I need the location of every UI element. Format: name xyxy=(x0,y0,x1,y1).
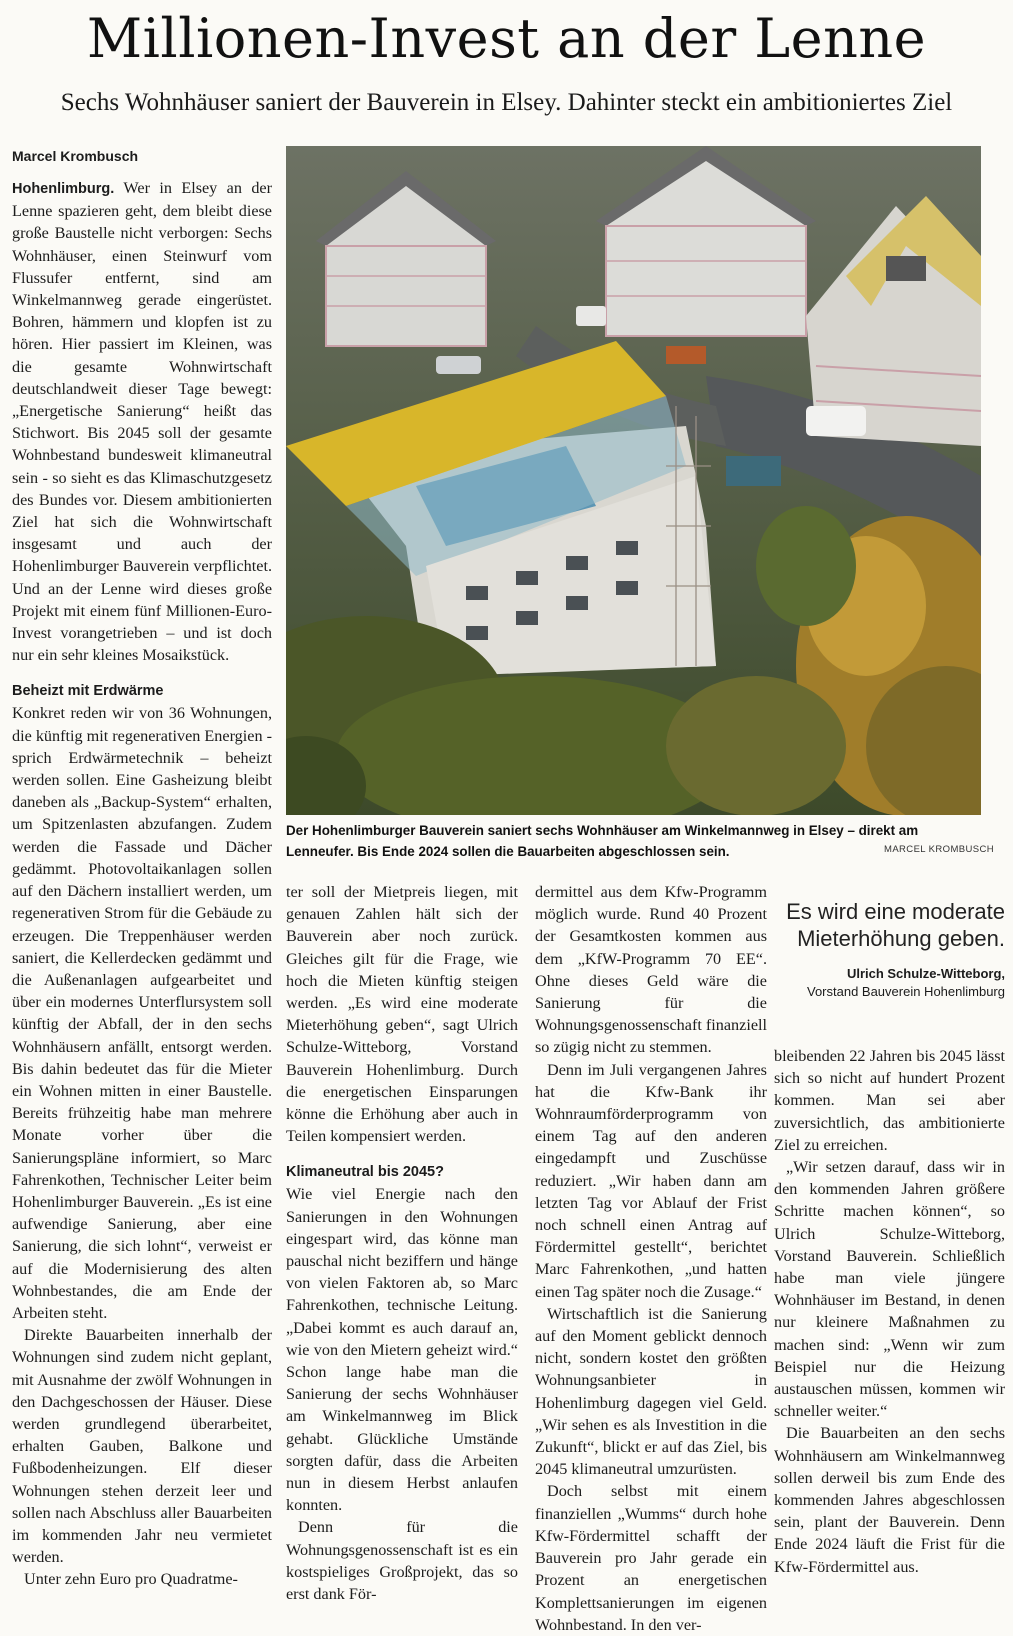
lead-text: Wer in Elsey an der Lenne spazieren geht, dem bleibt diese große Baustelle nicht verborgen: Sechs Wohnhäuser, einen Steinwurf vom Flussufer entfernt, sind am Winkelmannweg gerade eingerüstet. Bohren, hämmern und klopfen ist zu hören. Hier passiert im Kleinen, was die gesamte Wohnwirtschaft deutschlandweit dieser Tage bewegt: „Energetische Sanierung“ heißt das Stichwort. Bis 2045 soll der gesamte Wohnbestand bundesweit klimaneutral sein - so sieht es das Klimaschutzgesetz des Bundes vor. Diesem ambitionierten Ziel hat sich die Wohnwirtschaft insgesamt und auch der Hohenlimburger Bauverein verpflichtet. Und an der Lenne wird dieses große Projekt mit einem fünf Millionen-Euro-Invest vorangetrieben – und ist doch nur ein sehr kleines Mosaikstück. xyxy=(12,179,272,665)
paragraph: „Wir setzen darauf, dass wir in den kommenden Jahren größere Schritte machen können“, so Ulrich Schulze-Witteborg, Vorstand Bauverein. Schließlich habe man viele jüngere Wohnhäuser im Bestand, in denen nur kleinere Maßnahmen zu machen sind: „Wenn wir zum Beispiel nur die Heizung austauschen müssen, kommen wir schneller weiter.“ xyxy=(774,1158,1005,1421)
paragraph: bleibenden 22 Jahren bis 2045 lässt sich so nicht auf hundert Prozent kommen. Man sei aber zuversichtlich, das ambitionierte Ziel zu erreichen. xyxy=(774,1047,1005,1154)
car xyxy=(436,356,481,374)
white-van xyxy=(806,406,866,436)
paragraph: Wirtschaftlich ist die Sanierung auf den Moment geblickt dennoch nicht, sondern kostet den größten Wohnungsanbieter in Hohenlimburg dagegen viel Geld. „Wir sehen es als Investition in die Zukunft“, blickt er auf das Ziel, bis 2045 klimaneutral umzurüsten. xyxy=(535,1304,767,1479)
photo-credit: MARCEL KROMBUSCH xyxy=(884,844,995,855)
paragraph: Unter zehn Euro pro Quadratme- xyxy=(24,1570,238,1589)
van xyxy=(576,306,606,326)
article-photo xyxy=(286,146,981,815)
author-byline: Marcel Krombusch xyxy=(12,148,139,164)
paragraph: Doch selbst mit einem finanziellen „Wumms“ durch hohe Kfw-Fördermittel schafft der Bauverein pro Jahr gerade ein Prozent an energetischen Komplettsanierungen im eigenen Wohnbestand. In den ver- xyxy=(535,1482,767,1634)
subheadline: Sechs Wohnhäuser saniert der Bauverein in Elsey. Dahinter steckt ein ambitioniertes Ziel xyxy=(60,89,953,116)
dateline: Hohenlimburg. xyxy=(12,181,115,197)
skip-container-blue xyxy=(726,456,781,486)
pull-quote xyxy=(774,898,1005,1001)
article-column-1 xyxy=(12,146,272,1591)
paragraph: dermittel aus dem Kfw-Programm möglich wurde. Rund 40 Prozent der Gesamtkosten kommen aus dem „KfW-Programm 70 EE“. Ohne dieses Geld wäre die Sanierung für die Wohnungsgenossenschaft finanziell so zügig nicht zu stemmen. xyxy=(535,883,768,1057)
paragraph: Konkret reden wir von 36 Wohnungen, die künftig mit regenerativen Energien - sprich Erdwärmetechnik – beheizt werden sollen. Eine Gasheizung bleibt daneben als „Backup-System“ erhalten, um Spitzenlasten abzufangen. Zudem werden die Fassade und Dächer gedämmt. Photovoltaikanlagen sollen auf den Dächern installiert werden, um regenerativen Strom für die Gebäude zu erzeugen. Die Treppenhäuser werden saniert, die Kellerdecken gedämmt und die Außenanlagen aufgearbeitet und über ein modernes Unterflursystem soll künftig der Abfall, der in den sechs Wohnhäusern anfällt, entsorgt werden. Bis dahin bedeutet das für die Mieter ein Wohnen mitten in einer Baustelle. Bereits frühzeitig habe man mehrere Monate vorher über die Sanierungspläne informiert, so Marc Fahrenkothen, Technischer Leiter beim Hohenlimburger Bauverein. „Es ist eine aufwendige Sanierung, aber eine Sanierung, die sich lohnt“, verweist er auf die Modernisierung des alten Wohnbestandes, die am Ende der Arbeiten steht. xyxy=(12,704,272,1322)
aerial-construction-photo xyxy=(286,146,981,815)
article-column-3 xyxy=(535,881,767,1636)
paragraph: Denn im Juli vergangenen Jahres hat die Kfw-Bank ihr Wohnraumförderprogramm von einem Tag auf den anderen eingedampft und Zuschüsse reduziert. „Wir haben dann am letzten Tag vor Ablauf der Frist noch schnell einen Antrag auf Fördermittel gestellt“, berichtet Marc Fahrenkothen, „und hatten einen Tag später noch die Zusage.“ xyxy=(535,1060,767,1301)
subhead-klimaneutral: Klimaneutral bis 2045? xyxy=(286,1164,444,1181)
article-column-2 xyxy=(286,881,518,1605)
paragraph: Die Bauarbeiten an den sechs Wohnhäusern am Winkelmannweg sollen derweil bis zum Ende des kommenden Jahres abgeschlossen sein, plant der Bauverein. Denn Ende 2024 läuft die Frist für die Kfw-Fördermittel aus. xyxy=(774,1424,1005,1576)
quote-text: Es wird eine moderate Mieterhöhung geben. xyxy=(786,899,1005,951)
quote-author: Ulrich Schulze-Witteborg, xyxy=(846,966,1005,981)
skip-container xyxy=(666,346,706,364)
paragraph: Denn für die Wohnungsgenossenschaft ist es ein kostspieliges Großprojekt, das so erst dank För- xyxy=(286,1518,518,1604)
article-column-4 xyxy=(774,1045,1005,1578)
paragraph: ter soll der Mietpreis liegen, mit genauen Zahlen hält sich der Bauverein aber noch zurück. Gleiches gilt für die Frage, wie hoch die Mieten künftig steigen werden. „Es wird eine moderate Mieterhöhung geben“, sagt Ulrich Schulze-Witteborg, Vorstand Bauverein Hohenlimburg. Durch die energetischen Einsparungen könne die Erhöhung aber auch in Teilen kompensiert werden. xyxy=(286,883,518,1146)
paragraph: Direkte Bauarbeiten innerhalb der Wohnungen sind zudem nicht geplant, mit Ausnahme der zwölf Wohnungen in den Dachgeschossen der Häuser. Diese werden grundlegend überarbeitet, erhalten Gauben, Balkone und Fußbodenheizungen. Elf dieser Wohnungen stehen derzeit leer und sollen nach Abschluss aller Bauarbeiten im kommenden Jahr neu vermietet werden. xyxy=(12,1326,272,1567)
headline: Millionen-Invest an der Lenne xyxy=(86,7,927,70)
quote-role: Vorstand Bauverein Hohenlimburg xyxy=(806,984,1005,999)
lead-paragraph xyxy=(12,177,272,666)
subhead-erdwaerme: Beheizt mit Erdwärme xyxy=(12,683,164,700)
paragraph: Wie viel Energie nach den Sanierungen in den Wohnungen eingespart wird, das könne man pauschal nicht beziffern und hänge von vielen Faktoren ab, so Marc Fahrenkothen, technische Leitung. „Dabei kommt es auch darauf an, wie von den Mietern geheizt wird.“ Schon lange habe man die Sanierung der sechs Wohnhäuser am Winkelmannweg im Blick gehabt. Glückliche Umstände sorgten dafür, dass die Arbeiten nun in diesem Herbst anlaufen konnten. xyxy=(286,1185,518,1515)
photo-caption: Der Hohenlimburger Bauverein saniert sechs Wohnhäuser am Winkelmannweg in Elsey – direkt am Lenneufer. Bis Ende 2024 sollen die Bauarbeiten abgeschlossen sein. xyxy=(286,823,919,859)
